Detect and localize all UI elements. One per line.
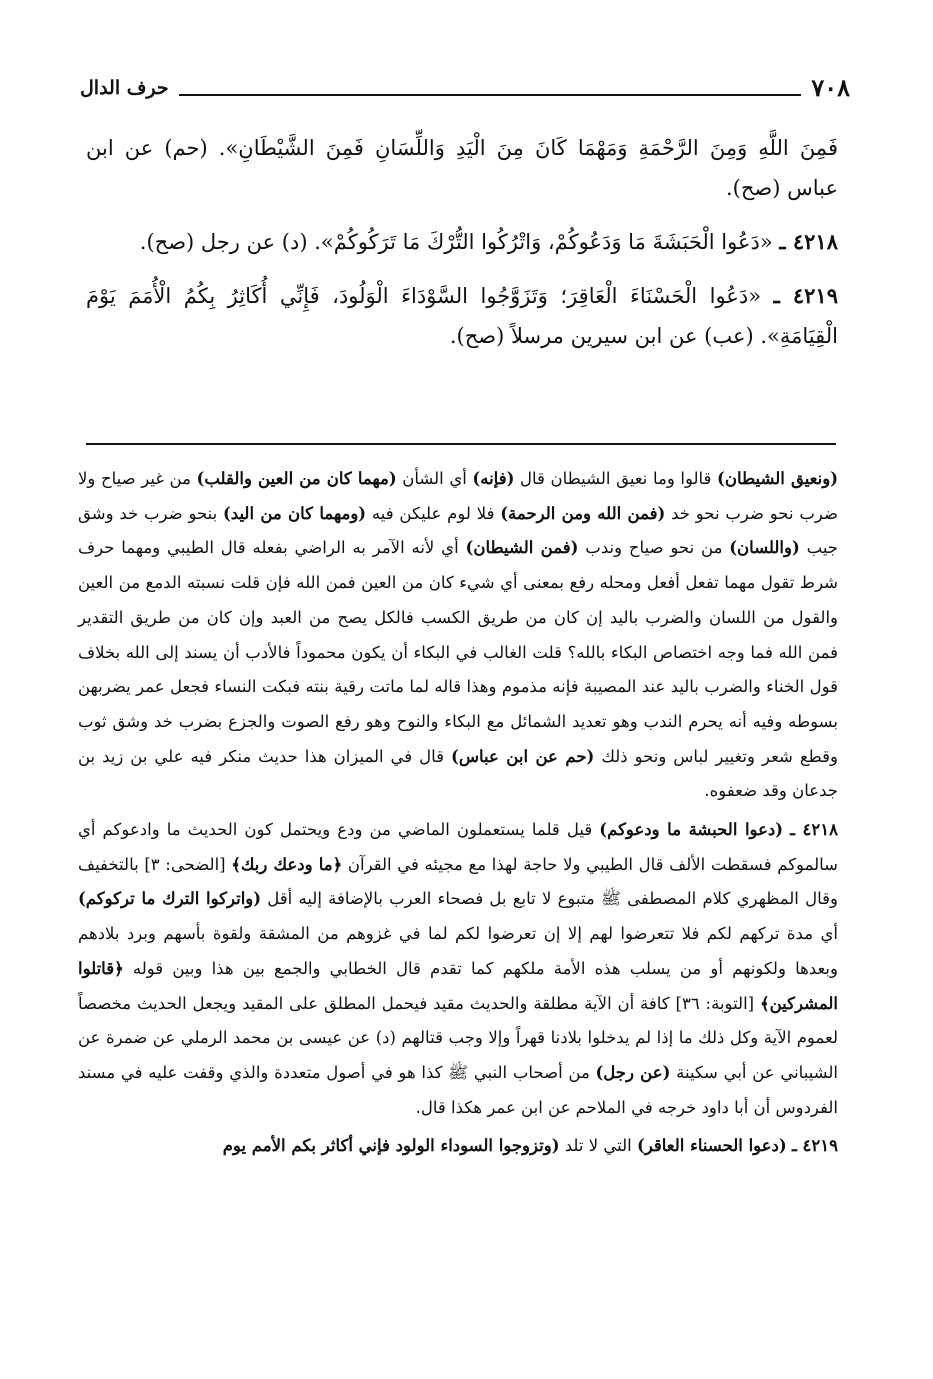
hadith-4219 [86,276,838,356]
hadith-number: ٤٢١٨ ـ [790,820,838,840]
hadith-number: ٤٢١٩ ـ [773,283,838,308]
header-rule [179,94,802,96]
chapter-title: حرف الدال [80,77,169,99]
commentary-paragraph-4219: ٤٢١٩ ـ (دعوا الحسناء العاقر) التي لا تلد (وتزوجوا السوداء الولود فإني أكاثر بكم الأمم يوم [222,1136,838,1156]
hadith-text [86,128,838,370]
page-number: ٧٠٨ [811,73,850,102]
commentary [78,462,838,1168]
commentary-paragraph-4218: ٤٢١٨ ـ (دعوا الحبشة ما ودعوكم) قيل قلما يستعملون الماضي من ودع ويحتمل كون الحديث ما وادعوكم أي سالموكم فسقطت الألف قال الطيبي ولا حاجة لهذا مع مجيئه في القرآن ﴿ما ودعك ربك﴾ [الضحى: ٣] بالتخفيف وقال المظهري كلام المصطفى ﷺ متبوع لا تابع بل فصحاء العرب بالإضافة إليه أقل (واتركوا الترك ما تركوكم) أي مدة تركهم لكم فلا تتعرضوا لهم إلا إن تعرضوا لكم لما في غزوهم من المشقة ولقوة بأسهم وبرد بلادهم وبعدها ولكونهم أو من يسلب هذه الأمة ملكهم كما تقدم قال الخطابي والجمع بين هذا وبين قوله ﴿قاتلوا المشركين﴾ [التوبة: ٣٦] كافة أن الآية مطلقة والحديث مقيد فيحمل المطلق على المقيد ويجعل الحديث مخصصاً لعموم الآية وكل ذلك ما إذا لم يدخلوا بلادنا قهراً وإلا وجب قتالهم (د) عن عيسى بن محمد الرملي عن ضمرة عن الشيباني عن أبي سكينة (عن رجل) من أصحاب النبي ﷺ كذا هو في أصول متعددة والذي وقفت عليه في مسند الفردوس أن أبا داود خرجه في الملاحم عن ابن عمر هكذا قال. [78,820,839,1117]
hadith-body: «دَعُوا الْحَسْنَاءَ الْعَاقِرَ؛ وَتَزَوَّجُوا السَّوْدَاءَ الْوَلُودَ، فَإِنِّي أُكَاثِرُ بِكُمُ الْأُمَمَ يَوْمَ الْقِيَامَةِ». (عب) عن ابن سيرين مرسلاً (صح). [86,284,838,348]
hadith-number: ٤٢١٨ ـ [779,229,838,254]
hadith-number: ٤٢١٩ ـ [791,1136,838,1156]
hadith-body: «دَعُوا الْحَبَشَةَ مَا وَدَعُوكُمْ، وَاتْرُكُوا التُّرْكَ مَا تَرَكُوكُمْ». (د) عن رجل (صح). [139,230,773,254]
hadith-4218 [86,222,838,262]
page-header [80,72,850,102]
footnote-divider [86,443,836,445]
commentary-paragraph-1: (ونعيق الشيطان) قالوا وما نعيق الشيطان قال (فإنه) أي الشأن (مهما كان من العين والقلب) من غير صياح ولا ضرب نحو ضرب نحو خد (فمن الله ومن الرحمة) فلا لوم عليكن فيه (ومهما كان من اليد) بنحو ضرب خد وشق جيب (واللسان) من نحو صياح وندب (فمن الشيطان) أي لأنه الآمر به الراضي بفعله قال الطيبي ومهما حرف شرط تقول مهما تفعل أفعل ومحله رفع بمعنى أي شيء كان من العين فمن الله فإن قلت نسبته الدمع من العين والقول من اللسان والضرب باليد إن كان من طريق الكسب فالكل يصح من العبد وإن كان من طريق التقدير فمن الله فما وجه اختصاص البكاء بالله؟ قلت الغالب في البكاء أن يكون محموداً فالأدب أن يسند إلى الله بخلاف قول الخناء والضرب باليد عند المصيبة فإنه مذموم وهذا قاله لما ماتت رقية بنته فبكت النساء فجعل عمر يضربهن بسوطه وفيه أنه يحرم الندب وهو تعديد الشمائل مع البكاء والنوح وهو رفع الصوت والجزع بضرب خد وشق ثوب وقطع شعر وتغيير لباس ونحو ذلك (حم عن ابن عباس) قال في الميزان هذا حديث منكر فيه علي بن زيد بن جدعان وقد ضعفوه. [78,469,839,801]
hadith-continuation: فَمِنَ اللَّهِ وَمِنَ الرَّحْمَةِ وَمَهْمَا كَانَ مِنَ الْيَدِ وَاللِّسَانِ فَمِنَ الشَّيْطَانِ». (حم) عن ابن عباس (صح). [86,136,838,200]
